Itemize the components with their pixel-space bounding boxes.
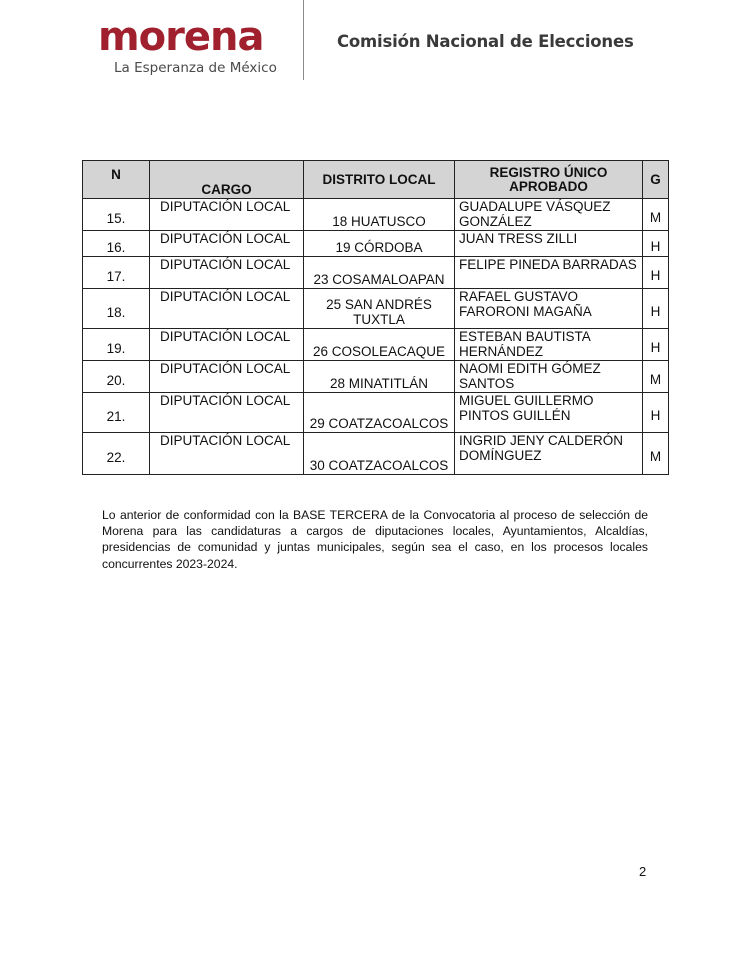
row-number: 21. bbox=[83, 393, 150, 433]
row-genero: H bbox=[643, 393, 669, 433]
table-row bbox=[83, 361, 669, 393]
row-registro: INGRID JENY CALDERÓN DOMÍNGUEZ bbox=[455, 433, 643, 475]
morena-logo bbox=[98, 14, 278, 76]
row-number: 18. bbox=[83, 289, 150, 329]
row-registro: ESTEBAN BAUTISTA HERNÁNDEZ bbox=[455, 329, 643, 361]
page-number: 2 bbox=[639, 864, 647, 879]
row-distrito: 23 COSAMALOAPAN bbox=[304, 257, 455, 289]
row-registro: NAOMI EDITH GÓMEZ SANTOS bbox=[455, 361, 643, 393]
row-registro: FELIPE PINEDA BARRADAS bbox=[455, 257, 643, 289]
row-cargo: DIPUTACIÓN LOCAL bbox=[150, 231, 304, 257]
commission-name: Comisión Nacional de Elecciones bbox=[337, 32, 634, 51]
table-row bbox=[83, 231, 669, 257]
row-cargo: DIPUTACIÓN LOCAL bbox=[150, 361, 304, 393]
row-cargo: DIPUTACIÓN LOCAL bbox=[150, 199, 304, 231]
row-distrito: 28 MINATITLÁN bbox=[304, 361, 455, 393]
row-genero: M bbox=[643, 361, 669, 393]
row-number: 17. bbox=[83, 257, 150, 289]
column-header-registro: REGISTRO ÚNICO APROBADO bbox=[455, 161, 643, 199]
row-distrito: 29 COATZACOALCOS bbox=[304, 393, 455, 433]
row-distrito: 25 SAN ANDRÉS TUXTLA bbox=[304, 289, 455, 329]
row-distrito: 30 COATZACOALCOS bbox=[304, 433, 455, 475]
row-distrito: 26 COSOLEACAQUE bbox=[304, 329, 455, 361]
row-cargo: DIPUTACIÓN LOCAL bbox=[150, 329, 304, 361]
table-row bbox=[83, 257, 669, 289]
row-genero: H bbox=[643, 257, 669, 289]
row-number: 15. bbox=[83, 199, 150, 231]
table-row bbox=[83, 329, 669, 361]
row-registro: JUAN TRESS ZILLI bbox=[455, 231, 643, 257]
row-genero: M bbox=[643, 199, 669, 231]
row-number: 20. bbox=[83, 361, 150, 393]
row-number: 16. bbox=[83, 231, 150, 257]
row-genero: H bbox=[643, 289, 669, 329]
table-row bbox=[83, 289, 669, 329]
logo-wordmark: morena bbox=[98, 14, 264, 60]
row-cargo: DIPUTACIÓN LOCAL bbox=[150, 393, 304, 433]
legal-note: Lo anterior de conformidad con la BASE TERCERA de la Convocatoria al proceso de selección de Morena para las candidaturas a cargos de diputaciones locales, Ayuntamientos, Alcaldías, presidencias de comunidad y juntas municipales, según sea el caso, en los procesos locales concurrentes 2023-2024. bbox=[102, 508, 648, 571]
candidates-table bbox=[82, 160, 669, 475]
row-distrito: 19 CÓRDOBA bbox=[304, 231, 455, 257]
row-registro: GUADALUPE VÁSQUEZ GONZÁLEZ bbox=[455, 199, 643, 231]
column-header-distrito: DISTRITO LOCAL bbox=[304, 161, 455, 199]
logo-tagline: La Esperanza de México bbox=[114, 60, 277, 76]
header-divider bbox=[303, 0, 304, 80]
row-genero: H bbox=[643, 231, 669, 257]
table-row bbox=[83, 433, 669, 475]
column-header-n: N bbox=[83, 161, 150, 199]
column-header-cargo: CARGO bbox=[150, 161, 304, 199]
row-number: 22. bbox=[83, 433, 150, 475]
row-genero: H bbox=[643, 329, 669, 361]
table-row bbox=[83, 393, 669, 433]
row-number: 19. bbox=[83, 329, 150, 361]
row-distrito: 18 HUATUSCO bbox=[304, 199, 455, 231]
row-cargo: DIPUTACIÓN LOCAL bbox=[150, 257, 304, 289]
row-registro: RAFAEL GUSTAVO FARORONI MAGAÑA bbox=[455, 289, 643, 329]
column-header-genero: G bbox=[643, 161, 669, 199]
row-cargo: DIPUTACIÓN LOCAL bbox=[150, 289, 304, 329]
row-cargo: DIPUTACIÓN LOCAL bbox=[150, 433, 304, 475]
table-row bbox=[83, 199, 669, 231]
table-header-row bbox=[83, 161, 669, 199]
row-genero: M bbox=[643, 433, 669, 475]
row-registro: MIGUEL GUILLERMO PINTOS GUILLÉN bbox=[455, 393, 643, 433]
